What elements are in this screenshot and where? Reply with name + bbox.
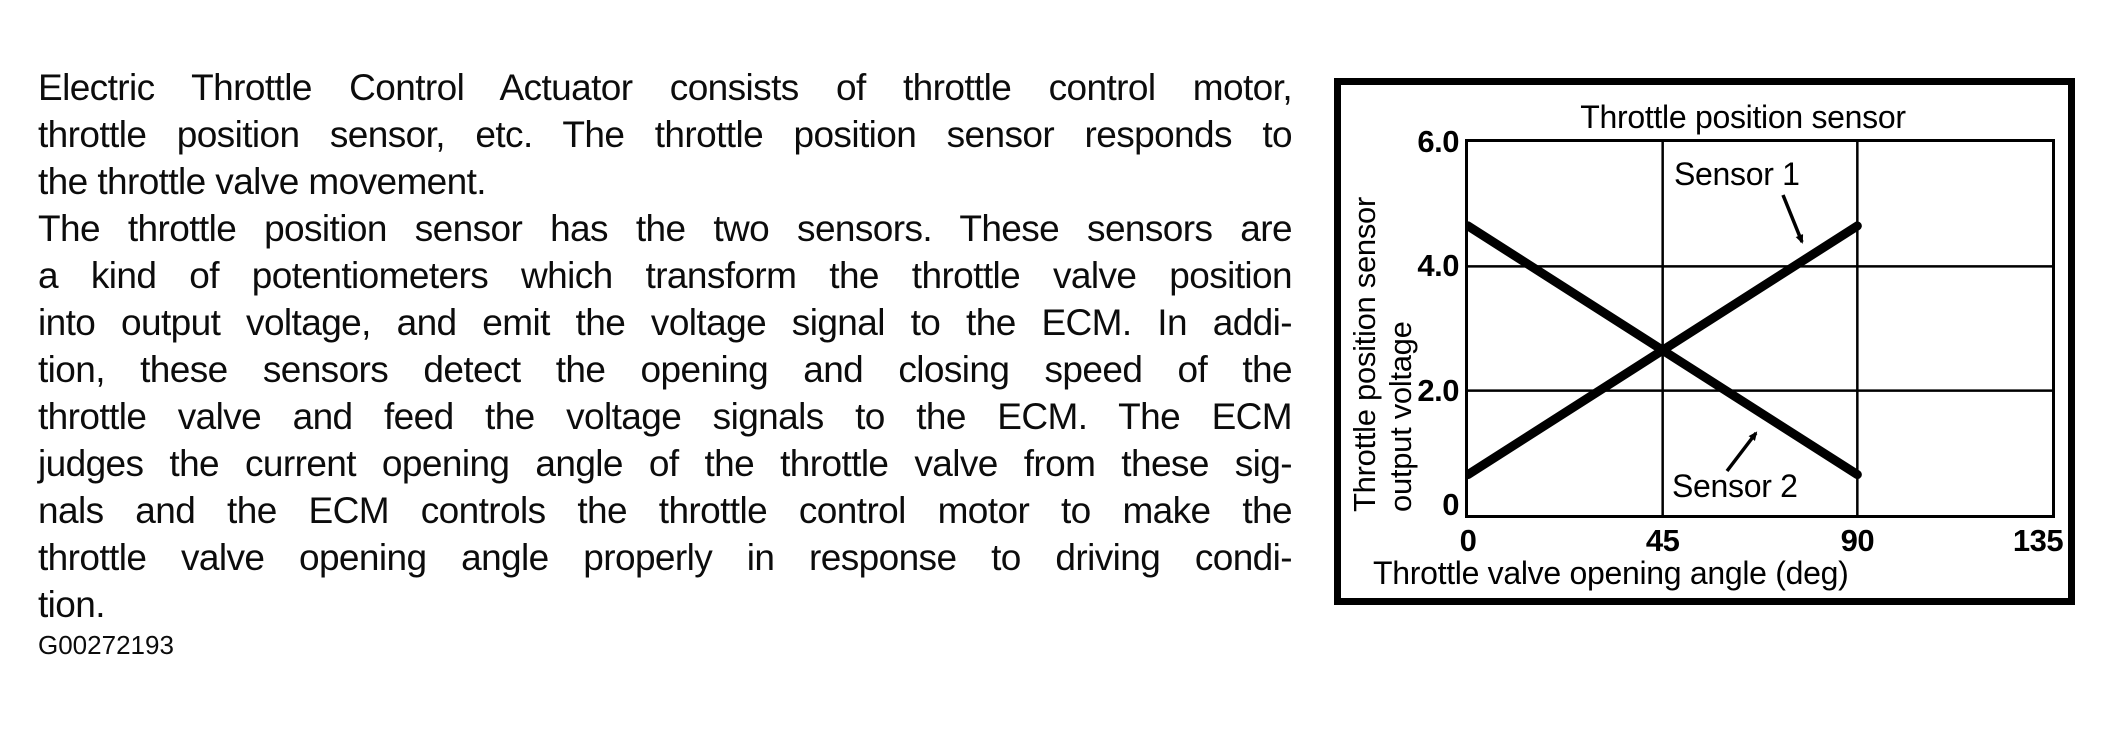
y-axis-label	[1347, 172, 1419, 512]
text-line: throttle position sensor, etc. The throttle position sensor responds to	[38, 114, 1292, 155]
text-line: tion, these sensors detect the opening and closing speed of the	[38, 349, 1292, 390]
y-axis-label-line2: output voltage	[1383, 321, 1418, 512]
y-tick-label: 6.0	[1417, 124, 1459, 159]
sensor1-label: Sensor 1	[1674, 156, 1800, 192]
plot-canvas	[1468, 142, 2052, 515]
x-tick-label: 45	[1645, 523, 1680, 558]
y-tick-label: 0	[1442, 487, 1459, 522]
sensor1-arrow	[1783, 195, 1802, 242]
x-tick-label: 90	[1840, 523, 1875, 558]
throttle-sensor-figure-panel	[1334, 78, 2075, 605]
x-tick-label: 135	[2012, 523, 2064, 558]
y-tick-label: 4.0	[1417, 248, 1459, 284]
text-line: throttle valve and feed the voltage signals to the ECM. The ECM	[38, 396, 1292, 437]
chart-title: Throttle position sensor	[1580, 99, 1906, 135]
text-line: nals and the ECM controls the throttle control motor to make the	[38, 490, 1292, 531]
sensor2-label: Sensor 2	[1672, 468, 1798, 504]
x-axis-label: Throttle valve opening angle (deg)	[1373, 555, 1849, 591]
text-line: Electric Throttle Control Actuator consists of throttle control motor,	[38, 67, 1292, 108]
text-line: a kind of potentiometers which transform the throttle valve position	[38, 255, 1292, 296]
text-line: tion.	[38, 584, 105, 625]
text-line: throttle valve opening angle properly in response to driving condi-	[38, 537, 1292, 578]
text-line: The throttle position sensor has the two sensors. These sensors are	[38, 208, 1292, 249]
sensor2-arrow	[1727, 433, 1756, 471]
y-tick-label: 2.0	[1417, 372, 1459, 408]
plot-area	[1465, 139, 2055, 518]
x-tick-label: 0	[1459, 523, 1477, 558]
text-line: into output voltage, and emit the voltage signal to the ECM. In addi-	[38, 302, 1292, 343]
text-line: judges the current opening angle of the throttle valve from these sig-	[38, 443, 1292, 484]
y-axis-label-line1: Throttle position sensor	[1347, 196, 1382, 512]
description-paragraphs	[38, 64, 1292, 628]
text-line: the throttle valve movement.	[38, 161, 486, 202]
figure-code: G00272193	[38, 630, 174, 660]
